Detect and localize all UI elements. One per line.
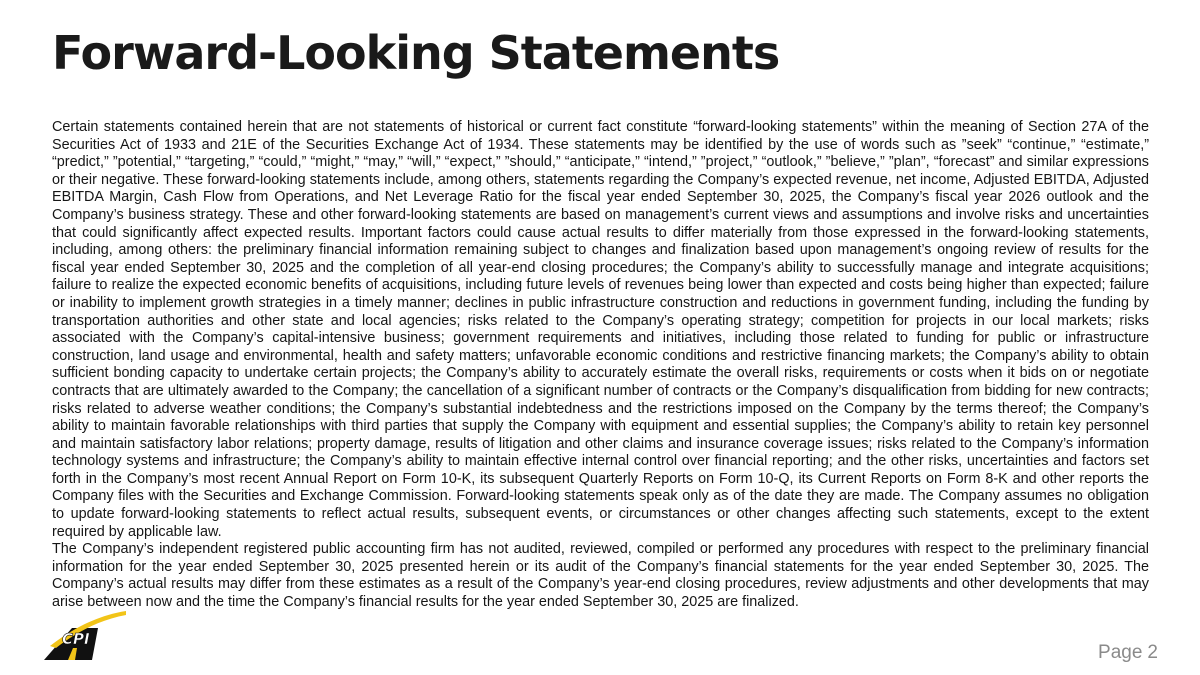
page-number [1098, 642, 1158, 664]
disclaimer-paragraph: Certain statements contained herein that are not statements of historical or current fact constitute “forward-looking statements” within the meaning of Section 27A of the Securities Act of 1933 and 21E of the Securities Exchange Act of 1934. These statements may be identified by the use of words such as ”seek” “continue,” “estimate,” “predict,” ”potential,” “targeting,” “could,” “might,” “may,” “will,” “expect,” ”should,” “anticipate,” “intend,” ”project,” “outlook,” ”believe,” ”plan”, “forecast” and similar expressions or their negative. These forward-looking statements include, among others, statements regarding the Company’s expected revenue, net income, Adjusted EBITDA, Adjusted EBITDA Margin, Cash Flow from Operations, and Net Leverage Ratio for the fiscal year ended September 30, 2025, the Company’s fiscal year 2026 outlook and the Company’s business strategy. These and other forward-looking statements are based on management’s current views and assumptions and involve risks and uncertainties that could significantly affect expected results. Important factors could cause actual results to differ materially from those expressed in the forward-looking statements, including, among others: the preliminary financial information remaining subject to changes and finalization based upon management’s ongoing review of results for the fiscal year ended September 30, 2025 and the completion of all year-end closing procedures; the Company’s ability to successfully manage and integrate acquisitions; failure to realize the expected economic benefits of acquisitions, including future levels of revenues being lower than expected and costs being higher than expected; failure or inability to implement growth strategies in a timely manner; declines in public infrastructure construction and reductions in government funding, including the funding by transportation authorities and other state and local agencies; risks related to the Company’s operating strategy; competition for projects in our local markets; risks associated with the Company’s capital-intensive business; government requirements and initiatives, including those related to funding for public or infrastructure construction, land usage and environmental, health and safety matters; unfavorable economic conditions and restrictive financing markets; the Company’s ability to obtain sufficient bonding capacity to undertake certain projects; the Company’s ability to accurately estimate the overall risks, requirements or costs when it bids on or negotiate contracts that are ultimately awarded to the Company; the cancellation of a significant number of contracts or the Company’s disqualification from bidding for new contracts; risks related to adverse weather conditions; the Company’s substantial indebtedness and the restrictions imposed on the Company by the terms thereof; the Company’s ability to maintain favorable relationships with third parties that supply the Company with equipment and essential supplies; the Company’s ability to retain key personnel and maintain satisfactory labor relations; property damage, results of litigation and other claims and insurance coverage issues; risks related to the Company’s information technology systems and infrastructure; the Company’s ability to maintain effective internal control over financial reporting; and the other risks, uncertainties and factors set forth in the Company’s most recent Annual Report on Form 10-K, its subsequent Quarterly Reports on Form 10-Q, its Current Reports on Form 8-K and other reports the Company files with the Securities and Exchange Commission. Forward-looking statements speak only as of the date they are made. The Company assumes no obligation to update forward-looking statements to reflect actual results, subsequent events, or circumstances or other changes affecting such statements, except to the extent required by applicable law. [52, 119, 1149, 540]
cpi-logo-icon [42, 610, 126, 662]
page-title: Forward-Looking Statements [52, 26, 780, 80]
logo-text: CPI [62, 630, 90, 648]
disclaimer-paragraph: The Company’s independent registered public accounting firm has not audited, reviewed, compiled or performed any procedures with respect to the preliminary financial information for the year ended September 30, 2025 presented herein or its audit of the Company’s financial statements for the year ended September 30, 2025. The Company’s actual results may differ from these estimates as a result of the Company’s year-end closing procedures, review adjustments and other developments that may arise between now and the time the Company’s financial results for the year ended September 30, 2025 are finalized. [52, 541, 1149, 611]
disclaimer-body [52, 119, 1149, 612]
page-label: Page [1098, 642, 1143, 663]
page-number-value: 2 [1147, 642, 1158, 663]
